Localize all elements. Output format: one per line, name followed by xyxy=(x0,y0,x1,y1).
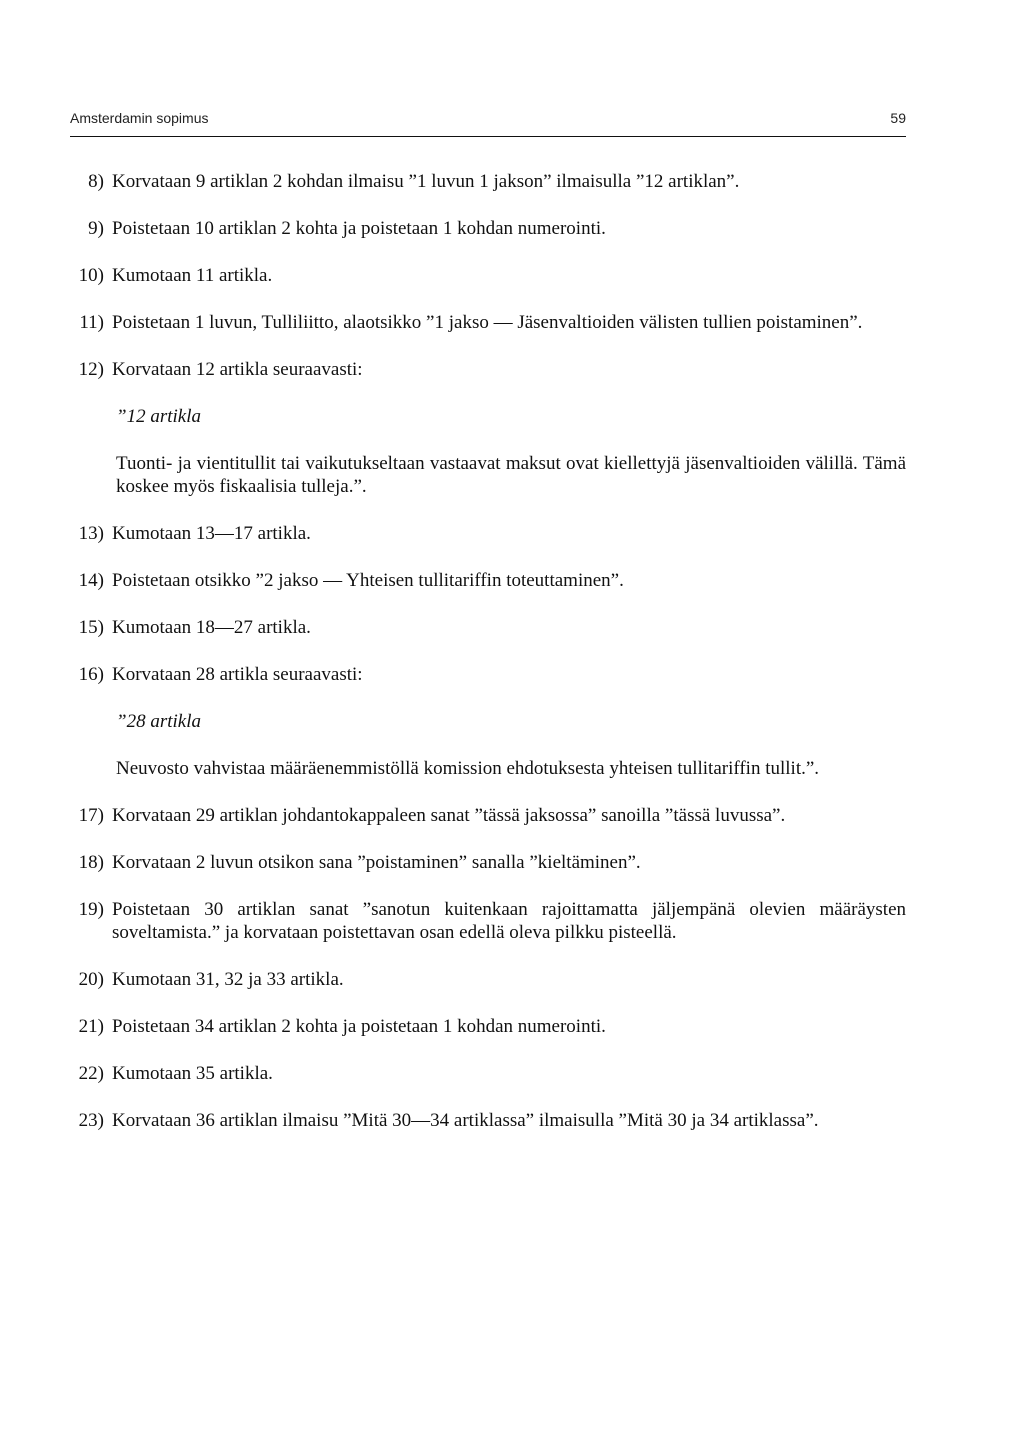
item-text: Korvataan 9 artiklan 2 kohdan ilmaisu ”1 luvun 1 jakson” ilmaisulla ”12 artiklan”. xyxy=(112,171,740,192)
list-item xyxy=(70,616,906,639)
item-text: Kumotaan 31, 32 ja 33 artikla. xyxy=(112,969,344,990)
item-number: 15) xyxy=(78,617,104,638)
quoted-article-body: Tuonti- ja vientitullit tai vaikutukseltaan vastaavat maksut ovat kiellettyjä jäsenvaltioiden välillä. Tämä koskee myös fiskaalisia tulleja.”. xyxy=(116,453,906,497)
item-number: 14) xyxy=(78,570,104,591)
item-number: 17) xyxy=(78,805,104,826)
item-number: 16) xyxy=(78,664,104,685)
quoted-article-body: Neuvosto vahvistaa määräenemmistöllä komission ehdotuksesta yhteisen tullitariffin tullit.”. xyxy=(116,758,820,779)
list-item xyxy=(70,217,906,240)
item-text: Korvataan 12 artikla seuraavasti: xyxy=(112,359,363,380)
list-item xyxy=(70,311,906,334)
list-item xyxy=(70,898,906,944)
item-number: 9) xyxy=(88,218,104,239)
item-text: Korvataan 28 artikla seuraavasti: xyxy=(112,664,363,685)
list-item xyxy=(70,804,906,827)
list-item xyxy=(70,1062,906,1085)
item-text: Korvataan 2 luvun otsikon sana ”poistaminen” sanalla ”kieltäminen”. xyxy=(112,852,641,873)
item-number: 23) xyxy=(78,1110,104,1131)
item-number: 19) xyxy=(78,899,104,920)
list-item xyxy=(70,358,906,381)
item-text: Kumotaan 18—27 artikla. xyxy=(112,617,311,638)
item-text: Kumotaan 11 artikla. xyxy=(112,265,273,286)
list-item xyxy=(70,968,906,991)
document-body xyxy=(70,170,906,1156)
running-header xyxy=(70,110,906,126)
list-item xyxy=(70,663,906,686)
item-number: 22) xyxy=(78,1063,104,1084)
page-number: 59 xyxy=(890,110,906,126)
list-item xyxy=(70,170,906,193)
quoted-article-heading: ”12 artikla xyxy=(116,406,201,427)
item-number: 20) xyxy=(78,969,104,990)
item-text: Poistetaan 1 luvun, Tulliliitto, alaotsikko ”1 jakso — Jäsenvaltioiden välisten tullien poistaminen”. xyxy=(112,312,863,333)
list-item xyxy=(70,851,906,874)
list-item xyxy=(70,264,906,287)
item-text: Poistetaan 10 artiklan 2 kohta ja poistetaan 1 kohdan numerointi. xyxy=(112,218,606,239)
item-text: Poistetaan 34 artiklan 2 kohta ja poistetaan 1 kohdan numerointi. xyxy=(112,1016,606,1037)
item-text: Kumotaan 35 artikla. xyxy=(112,1063,273,1084)
item-number: 10) xyxy=(78,265,104,286)
list-item xyxy=(70,569,906,592)
item-text: Korvataan 29 artiklan johdantokappaleen sanat ”tässä jaksossa” sanoilla ”tässä luvussa”. xyxy=(112,805,786,826)
item-text: Kumotaan 13—17 artikla. xyxy=(112,523,311,544)
item-number: 13) xyxy=(78,523,104,544)
item-text: Korvataan 36 artiklan ilmaisu ”Mitä 30—34 artiklassa” ilmaisulla ”Mitä 30 ja 34 artiklassa”. xyxy=(112,1110,819,1131)
item-number: 11) xyxy=(79,312,104,333)
item-number: 12) xyxy=(78,359,104,380)
document-title: Amsterdamin sopimus xyxy=(70,110,209,126)
item-number: 21) xyxy=(78,1016,104,1037)
quoted-article-heading: ”28 artikla xyxy=(116,711,201,732)
item-number: 18) xyxy=(78,852,104,873)
list-item xyxy=(70,1015,906,1038)
header-rule xyxy=(70,136,906,137)
list-item xyxy=(70,522,906,545)
item-number: 8) xyxy=(88,171,104,192)
list-item xyxy=(70,1109,906,1132)
item-text: Poistetaan otsikko ”2 jakso — Yhteisen tullitariffin toteuttaminen”. xyxy=(112,570,624,591)
item-text: Poistetaan 30 artiklan sanat ”sanotun kuitenkaan rajoittamatta jäljempänä olevien määräysten soveltamista.” ja korvataan poistettavan osan edellä oleva pilkku pisteellä. xyxy=(112,899,906,943)
